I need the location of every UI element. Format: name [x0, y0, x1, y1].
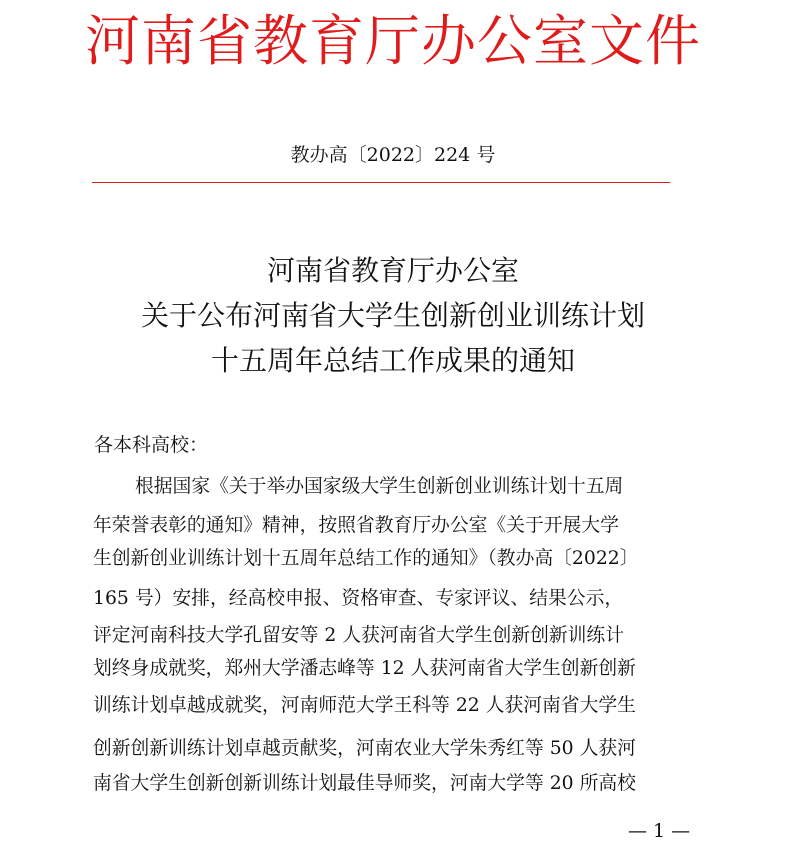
title-line-2: 关于公布河南省大学生创新创业训练计划	[140, 299, 645, 332]
body-line-3: 生创新创业训练计划十五周年总结工作的通知》（教办高〔2022〕	[93, 548, 639, 569]
body-line-4: 165 号）安排，经高校申报、资格审查、专家评议、结果公示，	[93, 588, 624, 609]
body-line-2: 年荣誉表彰的通知》精神，按照省教育厅办公室《关于开展大学	[93, 515, 619, 536]
title-line-1: 河南省教育厅办公室	[266, 254, 519, 287]
page-number: — 1 —	[628, 820, 691, 842]
masthead-title: 河南省教育厅办公室文件	[84, 9, 701, 73]
red-divider-line	[92, 182, 670, 183]
body-line-5: 评定河南科技大学孔留安等 2 人获河南省大学生创新创新训练计	[93, 625, 624, 646]
body-line-9: 南省大学生创新创新训练计划最佳导师奖，河南大学等 20 所高校	[93, 773, 636, 794]
body-line-1: 根据国家《关于举办国家级大学生创新创业训练计划十五周	[135, 476, 624, 497]
salutation: 各本科高校：	[94, 434, 209, 456]
notice-title	[0, 248, 786, 383]
body-line-6: 划终身成就奖，郑州大学潘志峰等 12 人获河南省大学生创新创新	[93, 658, 636, 679]
document-number: 教办高〔2022〕224 号	[290, 144, 496, 166]
title-line-3: 十五周年总结工作成果的通知	[210, 344, 575, 377]
body-line-8: 创新创新训练计划卓越贡献奖，河南农业大学朱秀红等 50 人获河	[93, 738, 636, 759]
body-line-7: 训练计划卓越成就奖，河南师范大学王科等 22 人获河南省大学生	[93, 695, 636, 716]
